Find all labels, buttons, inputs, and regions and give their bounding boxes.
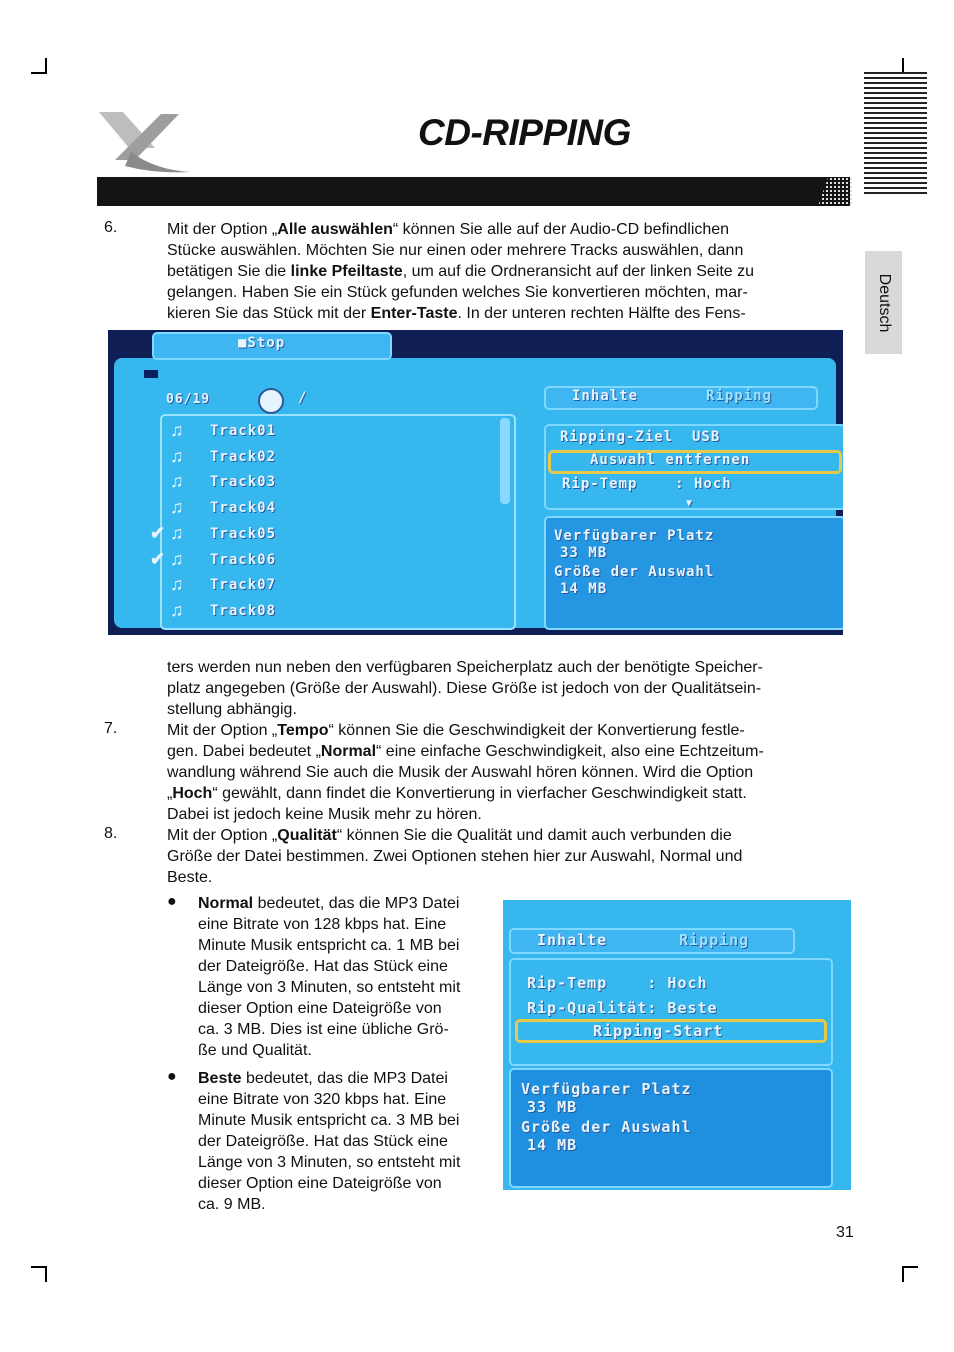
info-selection-value: 14 MB [560, 581, 608, 597]
track-item[interactable] [166, 471, 496, 495]
text-line: Mit der Option „Alle auswählen“ können Sie alle auf der Audio-CD befindlichen [167, 221, 730, 238]
crop-mark-top-left [31, 58, 47, 74]
menu-rip-qualitaet[interactable]: Rip-Qualität: Beste [527, 999, 718, 1017]
track-label: Track07 [210, 577, 277, 594]
item-number-8: 8. [104, 825, 118, 842]
item-6-text [167, 219, 850, 324]
text-line: ße und Qualität. [198, 1042, 312, 1059]
track-label: Track08 [210, 602, 277, 619]
music-note-icon: ♫ [170, 471, 184, 492]
info-selection-label: Größe der Auswahl [521, 1118, 692, 1136]
bullet-dot: ● [167, 1068, 177, 1085]
music-note-icon: ♫ [170, 599, 184, 620]
text-line: Minute Musik entspricht ca. 1 MB bei [198, 937, 460, 954]
text-line: ca. 3 MB. Dies ist eine übliche Grö- [198, 1021, 449, 1038]
text-line: „Hoch“ gewählt, dann findet die Konvertierung in vierfacher Geschwindigkeit statt. [167, 785, 747, 802]
track-label: Track01 [210, 423, 277, 439]
text-line: dieser Option eine Dateigröße von [198, 1000, 442, 1017]
text-line: Größe der Datei bestimmen. Zwei Optionen stehen hier zur Auswahl, Normal und [167, 848, 743, 865]
menu-ripping-start[interactable]: Ripping-Start [593, 1022, 724, 1040]
item-number-7: 7. [104, 720, 118, 737]
track-item[interactable] [150, 522, 496, 547]
text-line: ca. 9 MB. [198, 1196, 266, 1213]
info-available-label: Verfügbarer Platz [521, 1080, 692, 1098]
folder-path: / [298, 390, 308, 406]
crop-mark-bottom-right [902, 1266, 918, 1282]
text-line: ters werden nun neben den verfügbaren Speicherplatz auch der benötigte Speicher- [167, 659, 763, 676]
info-available-value: 33 MB [527, 1098, 578, 1116]
brand-logo [95, 108, 193, 176]
bar-dot-pattern [818, 178, 852, 206]
info-selection-label: Größe der Auswahl [554, 564, 715, 580]
text-line: Länge von 3 Minuten, so entsteht mit [198, 979, 461, 996]
text-line: gelangen. Haben Sie ein Stück gefunden welches Sie konvertieren möchten, mar- [167, 284, 748, 301]
text-line: platz angegeben (Größe der Auswahl). Diese Größe ist jedoch von der Qualitätsein- [167, 680, 762, 697]
screenshot-ripping-quality [503, 900, 851, 1190]
item-7-text [167, 720, 850, 825]
text-line: eine Bitrate von 320 kbps hat. Eine [198, 1091, 447, 1108]
track-item[interactable] [166, 600, 496, 624]
track-item[interactable] [166, 497, 496, 521]
text-line: eine Bitrate von 128 kbps hat. Eine [198, 916, 447, 933]
track-item[interactable] [150, 548, 496, 573]
crop-mark-bottom-left [31, 1266, 47, 1282]
music-note-icon: ♫ [170, 522, 184, 543]
tab-ripping[interactable]: Ripping [679, 931, 750, 949]
menu-rip-temp[interactable]: Rip-Temp : Hoch [562, 476, 732, 492]
music-note-icon: ♫ [170, 497, 184, 518]
bullet-dot: ● [167, 893, 177, 910]
menu-auswahl-entfernen[interactable]: Auswahl entfernen [590, 452, 751, 468]
bullet-normal-text [198, 893, 496, 1061]
text-line: Länge von 3 Minuten, so entsteht mit [198, 1154, 461, 1171]
text-line: stellung abhängig. [167, 701, 297, 718]
stop-label: ■Stop [238, 335, 286, 351]
text-line: gen. Dabei bedeutet „Normal“ eine einfache Geschwindigkeit, also eine Echtzeitum- [167, 743, 764, 760]
track-item[interactable] [166, 446, 496, 470]
tab-ripping[interactable]: Ripping [706, 388, 773, 404]
track-label: Track05 [210, 525, 277, 542]
item-6-continuation [167, 657, 850, 720]
text-line: Mit der Option „Qualität“ können Sie die Qualität und damit auch verbunden die [167, 827, 732, 844]
track-item[interactable] [166, 574, 496, 598]
text-line: Minute Musik entspricht ca. 3 MB bei [198, 1112, 460, 1129]
checkmark-icon: ✔ [150, 548, 166, 569]
music-note-icon: ♫ [170, 574, 184, 595]
tab-inhalte[interactable]: Inhalte [537, 931, 608, 949]
track-item[interactable] [166, 420, 496, 444]
text-line: wandlung während Sie auch die Musik der Auswahl hören können. Wird die Option [167, 764, 754, 781]
scrollbar[interactable] [500, 418, 510, 504]
text-line: der Dateigröße. Hat das Stück eine [198, 1133, 448, 1150]
text-line: kieren Sie das Stück mit der Enter-Taste. In der unteren rechten Hälfte des Fens- [167, 305, 746, 322]
stripe-decoration [864, 72, 927, 197]
track-label: Track06 [210, 551, 277, 568]
checkmark-icon: ✔ [150, 522, 166, 543]
menu-rip-temp[interactable]: Rip-Temp : Hoch [527, 974, 708, 992]
item-8-text [167, 825, 850, 888]
info-available-label: Verfügbarer Platz [554, 528, 715, 544]
text-line: Stücke auswählen. Möchten Sie nur einen oder mehrere Tracks auswählen, dann [167, 242, 744, 259]
music-note-icon: ♫ [170, 548, 184, 569]
page-title: CD-RIPPING [418, 112, 631, 153]
menu-ripping-ziel[interactable]: Ripping-Ziel USB [560, 429, 721, 445]
music-note-icon: ♫ [170, 420, 184, 440]
tab-inhalte[interactable]: Inhalte [572, 388, 639, 404]
text-line: Beste. [167, 869, 213, 886]
screenshot-ripping-tracks [108, 330, 843, 635]
text-line: Mit der Option „Tempo“ können Sie die Geschwindigkeit der Konvertierung festle- [167, 722, 745, 739]
text-line: Dabei ist jedoch keine Musik mehr zu hören. [167, 806, 482, 823]
cd-icon [258, 388, 284, 414]
text-line: Normal bedeutet, das die MP3 Datei [198, 895, 460, 912]
text-line: der Dateigröße. Hat das Stück eine [198, 958, 448, 975]
track-label: Track04 [210, 500, 277, 517]
info-available-value: 33 MB [560, 545, 608, 561]
music-note-icon: ♫ [170, 445, 184, 466]
track-counter: 06/19 [166, 392, 211, 407]
text-line: dieser Option eine Dateigröße von [198, 1175, 442, 1192]
info-selection-value: 14 MB [527, 1136, 578, 1154]
track-label: Track02 [210, 448, 277, 465]
title-bar [97, 177, 850, 206]
language-tab: Deutsch [865, 251, 902, 354]
item-number-6: 6. [104, 219, 118, 236]
track-label: Track03 [210, 474, 277, 491]
page-number: 31 [836, 1224, 854, 1241]
bullet-beste-text [198, 1068, 496, 1215]
down-arrow-icon: ▼ [686, 498, 694, 509]
text-line: betätigen Sie die linke Pfeiltaste, um auf die Ordneransicht auf der linken Seite zu [167, 263, 755, 280]
text-line: Beste bedeutet, das die MP3 Datei [198, 1070, 448, 1087]
